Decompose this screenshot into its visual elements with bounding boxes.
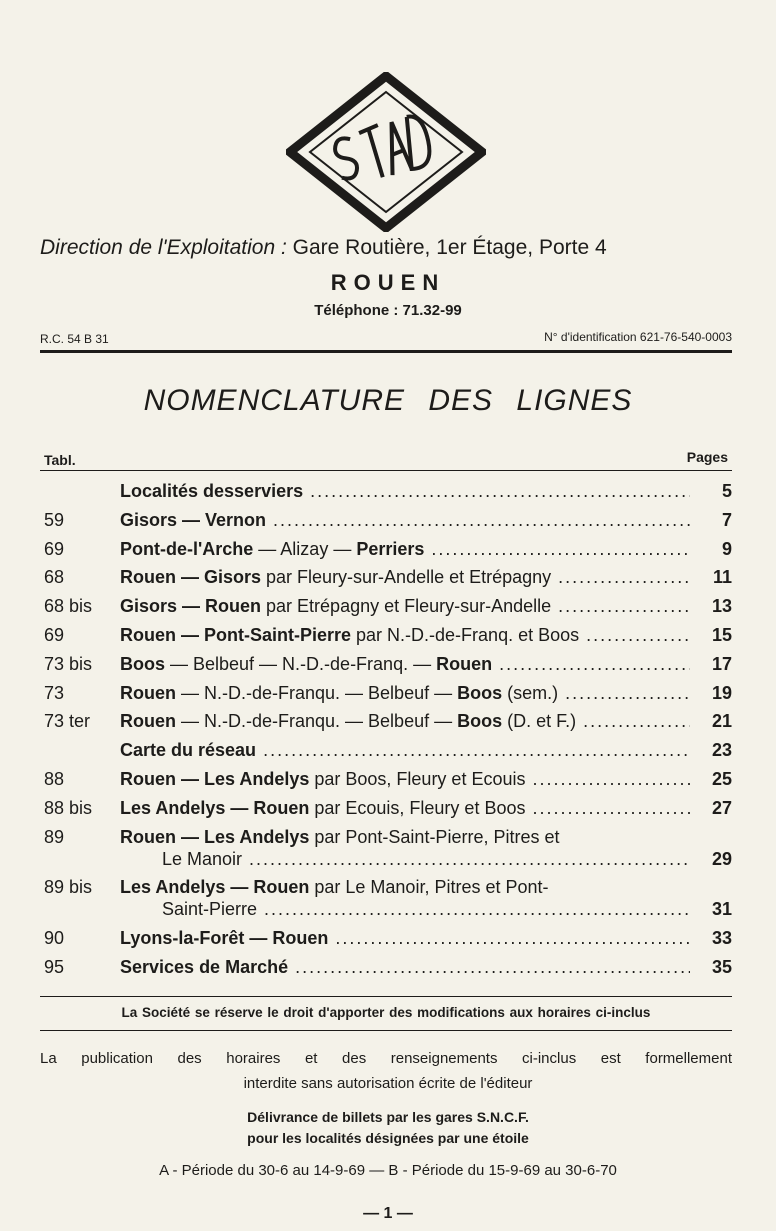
row-tabl-number: 68 bis [44, 596, 93, 617]
table-row-continuation [0, 849, 776, 877]
direction-address: Gare Routière, 1er Étage, Porte 4 [292, 236, 607, 259]
row-page-number: 7 [721, 509, 732, 530]
destination-part: par Pont-Saint-Pierre, Pitres et [309, 826, 560, 847]
destination-part: par Etrépagny et Fleury-sur-Andelle [261, 596, 552, 617]
row-destination [120, 654, 690, 675]
row-destination [120, 740, 690, 761]
row-page-number: 33 [711, 928, 732, 949]
destination-part: Pont-de-l'Arche [120, 538, 254, 559]
destination-part: Les Andelys — Rouen [120, 797, 310, 818]
destination-part: Services de Marché [120, 957, 289, 977]
table-header-rule [40, 470, 732, 471]
destination-part: — Alizay — [253, 538, 357, 559]
row-tabl-number: 88 [44, 769, 65, 789]
destination-part: — Belbeuf — N.-D.-de-Franq. — [165, 653, 437, 674]
destination-part: Perriers [356, 538, 425, 559]
publication-notice-line2: interdite sans autorisation écrite de l'éditeur [243, 1075, 533, 1092]
destination-part: par Ecouis, Fleury et Boos [309, 797, 526, 818]
period-legend: A - Période du 30-6 au 14-9-69 — B - Période du 15-9-69 au 30-6-70 [159, 1162, 617, 1179]
row-destination [120, 711, 690, 732]
destination-part: par Boos, Fleury et Ecouis [309, 769, 526, 789]
destination-part: par Fleury-sur-Andelle et Etrépagny [261, 567, 552, 588]
row-destination [120, 539, 690, 560]
destination-part: (sem.) [502, 682, 559, 703]
destination-part: Boos [457, 711, 503, 732]
table-row [0, 654, 776, 682]
table-row [0, 510, 776, 538]
destination-part: Lyons-la-Forêt — Rouen [120, 928, 329, 949]
direction-line [40, 236, 740, 260]
row-tabl-number: 73 bis [44, 653, 93, 674]
row-tabl-number: 73 ter [44, 711, 91, 732]
ticket-delivery-line1: Délivrance de billets par les gares S.N.C.F. [247, 1109, 529, 1125]
table-row [0, 928, 776, 956]
row-destination-continuation: Le Manoir ..... [162, 849, 690, 870]
row-page-number: 27 [711, 797, 732, 818]
rc-number: R.C. 54 B 31 [40, 332, 109, 346]
row-page-number: 23 [711, 740, 732, 761]
destination-part: Rouen [120, 682, 176, 703]
destination-part: par N.-D.-de-Franq. et Boos [351, 625, 580, 645]
row-destination [120, 510, 690, 531]
row-destination [120, 769, 690, 790]
row-destination [120, 683, 690, 704]
table-row-continuation [0, 899, 776, 927]
stad-logo [286, 72, 486, 232]
table-row [0, 683, 776, 711]
table-row [0, 539, 776, 567]
destination-part: Localités desserviers [120, 481, 304, 501]
destination-part: Les Andelys — Rouen [120, 877, 310, 898]
table-row [0, 798, 776, 826]
row-destination [120, 957, 690, 978]
destination-part: Gisors — Rouen [120, 596, 262, 617]
row-page-number: 9 [721, 538, 732, 559]
row-page-number: 17 [711, 653, 732, 674]
destination-part: Gisors — Vernon [120, 509, 267, 530]
city-name: ROUEN [330, 270, 446, 295]
phone-number: Téléphone : 71.32-99 [314, 302, 462, 319]
row-tabl-number: 59 [44, 509, 65, 530]
identification-number: N° d'identification 621-76-540-0003 [544, 330, 732, 344]
row-destination [120, 798, 690, 819]
destination-part: Boos [457, 682, 503, 703]
publication-notice-line1: La publication des horaires et des renseignements ci-inclus est formellement [40, 1050, 732, 1067]
row-page-number: 31 [711, 899, 732, 920]
table-row [0, 481, 776, 509]
table-row [0, 596, 776, 624]
footer-rule-top [40, 996, 732, 997]
row-page-number: 5 [721, 481, 732, 501]
row-tabl-number: 90 [44, 928, 65, 949]
row-destination [120, 827, 690, 848]
destination-part: Boos [120, 653, 165, 674]
row-tabl-number: 89 bis [44, 877, 93, 898]
row-tabl-number: 95 [44, 957, 65, 977]
row-tabl-number: 88 bis [44, 797, 93, 818]
row-page-number: 29 [711, 848, 732, 869]
table-row [0, 957, 776, 985]
table-row [0, 769, 776, 797]
row-tabl-number: 68 [44, 567, 65, 588]
row-destination [120, 928, 690, 949]
row-page-number: 15 [711, 625, 732, 645]
row-destination [120, 596, 690, 617]
destination-part: Rouen — Gisors [120, 567, 262, 588]
row-page-number: 19 [711, 682, 732, 703]
row-tabl-number: 89 [44, 826, 65, 847]
destination-part: Rouen [120, 711, 176, 732]
destination-part: — N.-D.-de-Franqu. — Belbeuf — [176, 711, 458, 732]
table-row [0, 567, 776, 595]
row-destination [120, 625, 690, 646]
destination-part: par Le Manoir, Pitres et Pont- [309, 877, 549, 898]
row-page-number: 25 [711, 769, 732, 789]
row-page-number: 21 [711, 711, 732, 732]
modification-notice: La Société se réserve le droit d'apporter des modifications aux horaires ci-inclus [121, 1005, 651, 1020]
column-header-tabl: Tabl. [44, 452, 76, 468]
row-destination [120, 567, 690, 588]
destination-part: — N.-D.-de-Franqu. — Belbeuf — [176, 682, 458, 703]
row-destination [120, 877, 690, 898]
table-row [0, 711, 776, 739]
row-destination [120, 481, 690, 502]
row-page-number: 13 [711, 596, 732, 617]
column-header-pages: Pages [686, 449, 728, 465]
ticket-delivery-line2: pour les localités désignées par une étoile [247, 1130, 529, 1146]
row-destination-continuation: Saint-Pierre ..... [162, 899, 690, 920]
direction-label: Direction de l'Exploitation : [40, 236, 287, 259]
table-row [0, 740, 776, 768]
destination-part: (D. et F.) [502, 711, 577, 732]
row-page-number: 35 [711, 957, 732, 977]
destination-part: Rouen [436, 653, 493, 674]
destination-part: Rouen — Pont-Saint-Pierre [120, 625, 352, 645]
row-page-number: 11 [712, 567, 732, 588]
row-tabl-number: 69 [44, 538, 65, 559]
header-rule [40, 350, 732, 353]
destination-part: Rouen — Les Andelys [120, 826, 310, 847]
footer-rule-bottom [40, 1030, 732, 1031]
table-row [0, 625, 776, 653]
page-number: — 1 — [363, 1205, 413, 1222]
row-tabl-number: 69 [44, 625, 65, 645]
page-title: NOMENCLATURE DES LIGNES [143, 384, 633, 417]
destination-part: Rouen — Les Andelys [120, 769, 310, 789]
row-tabl-number: 73 [44, 682, 65, 703]
destination-part: Carte du réseau [120, 740, 257, 761]
